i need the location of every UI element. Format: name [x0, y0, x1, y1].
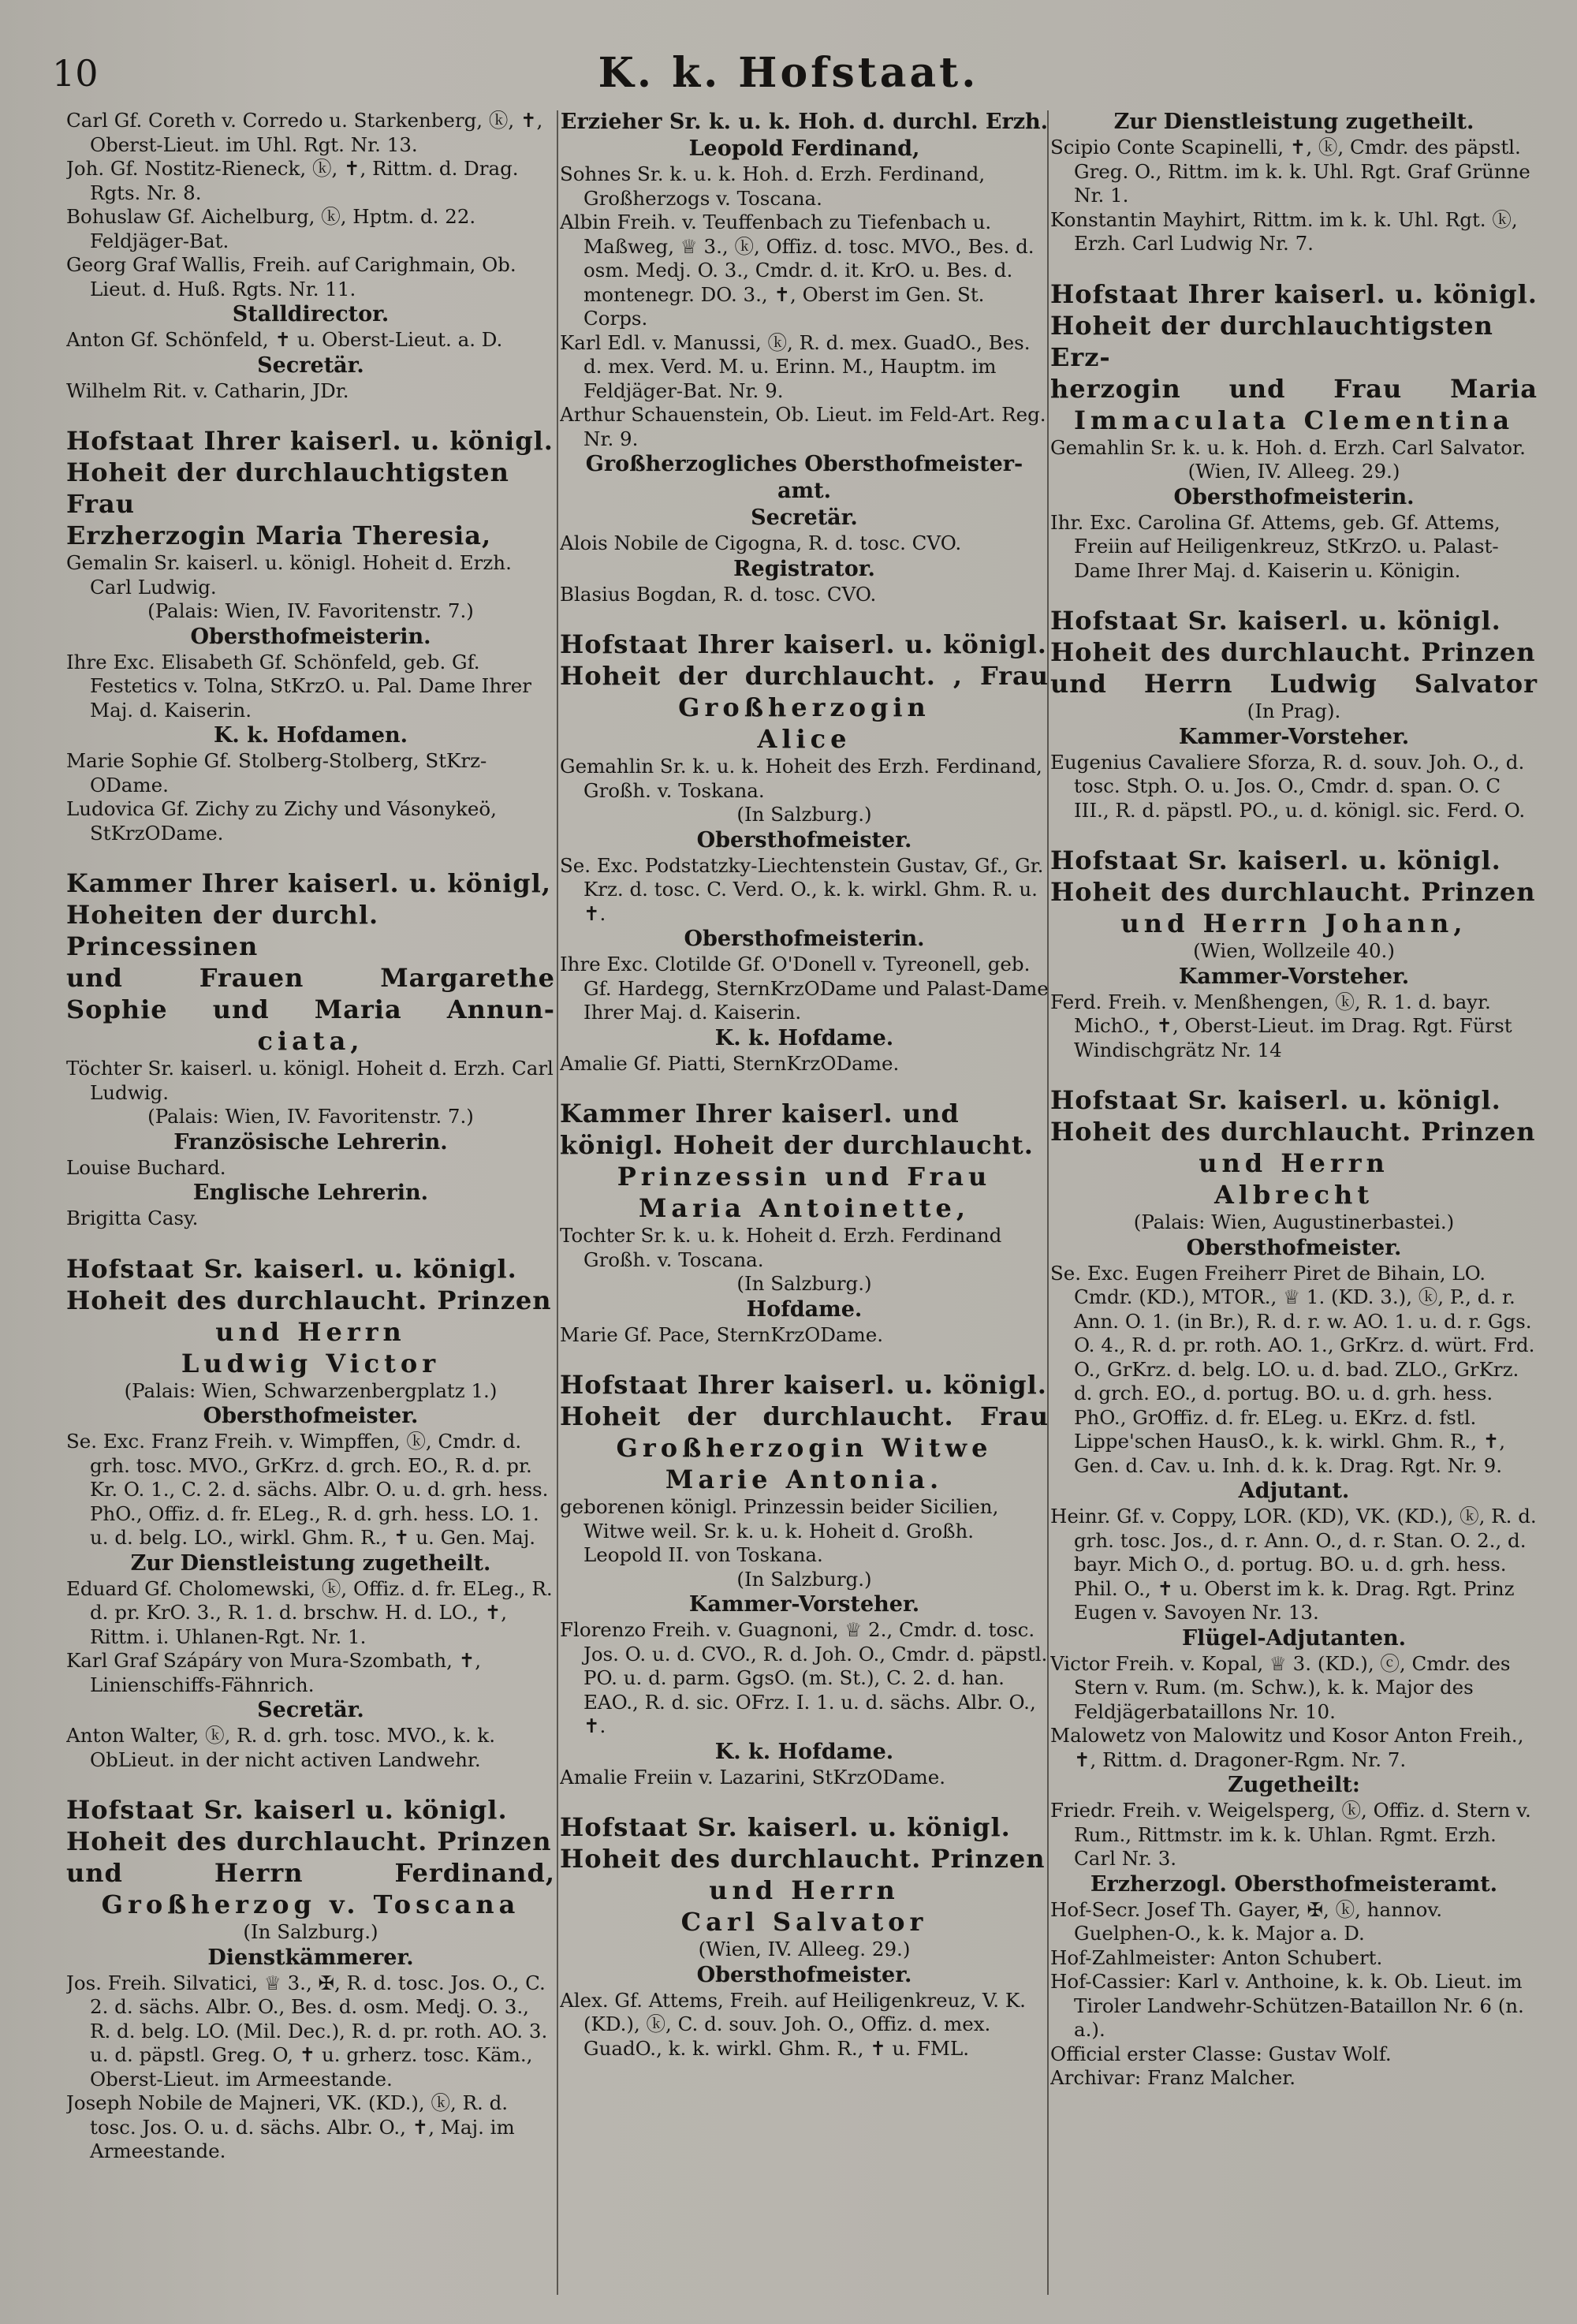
section-heading: Hofdame.	[746, 1296, 863, 1322]
residence-note: (Wien, Wollzeile 40.)	[1193, 939, 1395, 962]
household-name: Carl Salvator	[680, 1907, 928, 1937]
household-title: Hoheit der durchlauchtigsten Erz-	[1050, 310, 1493, 372]
entry: Ihre Exc. Clotilde Gf. O'Donell v. Tyreonell, geb. Gf. Hardegg, SternKrzODame und Palast-Dame Ihrer Maj. d. Kaiserin.	[560, 953, 1049, 1024]
entry: Jos. Freih. Silvatici, ♕ 3., ✠, R. d. tosc. Jos. O., C. 2. d. sächs. Albr. O., Bes. d. osm. Medj. O. 3., R. d. belg. LO. (Mil. Dec.), R. d. pr. roth. AO. 3. u. d. päpstl. Greg. O, ✝ u. grherz. tosc. Käm., Oberst-Lieut. im Armeestande.	[66, 1971, 548, 2091]
column-1	[66, 109, 555, 2309]
household-name: Ludwig Victor	[181, 1348, 441, 1378]
entry: Gemahlin Sr. k. u. k. Hoh. d. Erzh. Carl Salvator.	[1050, 435, 1526, 459]
entry: Arthur Schauenstein, Ob. Lieut. im Feld-Art. Reg. Nr. 9.	[560, 403, 1046, 450]
entry: Se. Exc. Eugen Freiherr Piret de Bihain, LO. Cmdr. (KD.), MTOR., ♕ 1. (KD. 3.), ⓚ, P., d. r. Ann. O. 1. (in Br.), R. d. r. w. AO. 1. u. d. r. Ggs. O. 4., R. d. pr. roth. AO. 1., GrKrz. d. würt. Frd. O., GrKrz. d. belg. LO. u. d. bad. ZLO., GrKrz. d. grch. EO., d. portug. BO. u. d. grh. hess. PhO., GrOffiz. d. fr. ELeg. u. EKrz. d. fstl. Lippe'schen HausO., k. k. wirkl. Ghm. R., ✝, Gen. d. Cav. u. Inh. d. k. k. Drag. Rgt. Nr. 9.	[1050, 1261, 1535, 1477]
household-title: königl. Hoheit der durchlaucht.	[560, 1130, 1034, 1160]
household-title: Hofstaat Sr. kaiserl. u. königl.	[560, 1812, 1011, 1842]
entry: Ludovica Gf. Zichy zu Zichy und Vásonykeö, StKrzODame.	[66, 797, 497, 845]
entry: Carl Gf. Coreth v. Corredo u. Starkenberg, ⓚ, ✝, Oberst-Lieut. im Uhl. Rgt. Nr. 13.	[66, 109, 543, 156]
entry: geborenen königl. Prinzessin beider Sicilien, Witwe weil. Sr. k. u. k. Hoheit d. Großh. Leopold II. von Toskana.	[560, 1495, 999, 1566]
section-heading: Obersthofmeister.	[1186, 1235, 1402, 1260]
section-heading: Obersthofmeisterin.	[190, 624, 431, 649]
entry: Sohnes Sr. k. u. k. Hoh. d. Erzh. Ferdinand, Großherzogs v. Toscana.	[560, 162, 986, 210]
entry: Alois Nobile de Cigogna, R. d. tosc. CVO.	[560, 532, 962, 554]
household-title: Kammer Ihrer kaiserl. u. königl,	[66, 868, 551, 898]
section-heading: Zugetheilt:	[1228, 1773, 1360, 1797]
entry: Blasius Bogdan, R. d. tosc. CVO.	[560, 582, 877, 606]
entry: Se. Exc. Franz Freih. v. Wimpffen, ⓚ, Cmdr. d. grh. tosc. MVO., GrKrz. d. grch. EO., R. d. pr. Kr. O. 1., C. 2. d. sächs. Albr. O. u. d. grh. hess. PhO., Offiz. d. fr. ELeg., R. d. grh. hess. LO. 1. u. d. belg. LO., wirkl. Ghm. R., ✝ u. Gen. Maj.	[66, 1430, 549, 1549]
household-title: Hofstaat Sr. kaiserl. u. königl.	[1050, 845, 1501, 875]
entry: Scipio Conte Scapinelli, ✝, ⓚ, Cmdr. des päpstl. Greg. O., Rittm. im k. k. Uhl. Rgt. Graf Grünne Nr. 1.	[1050, 136, 1530, 207]
household-title: Erzherzogin Maria Theresia,	[66, 520, 492, 550]
household-title: Hofstaat Ihrer kaiserl. u. königl.	[66, 426, 554, 456]
household-name: Prinzessin und Frau	[617, 1162, 992, 1192]
section-heading: Französische Lehrerin.	[173, 1129, 448, 1155]
household-name: Großherzogin Witwe	[616, 1433, 993, 1463]
household-name: Maria Antoinette,	[638, 1193, 971, 1223]
section-heading: Secretär.	[751, 505, 858, 530]
household-title: Hoheit des durchlaucht. Prinzen	[560, 1844, 1046, 1874]
entry: Eugenius Cavaliere Sforza, R. d. souv. Joh. O., d. tosc. Stph. O. u. Jos. O., Cmdr. d. span. O. C III., R. d. päpstl. PO., u. d. königl. sic. Ferd. O.	[1050, 750, 1526, 822]
residence-note: (Palais: Wien, IV. Favoritenstr. 7.)	[147, 599, 474, 622]
household-title: Hoheit des durchlaucht. Prinzen	[1050, 637, 1536, 667]
entry: Eduard Gf. Cholomewski, ⓚ, Offiz. d. fr. ELeg., R. d. pr. KrO. 3., R. 1. d. brschw. H. d. LO., ✝, Rittm. i. Uhlanen-Rgt. Nr. 1.	[66, 1576, 553, 1648]
section-heading: Dienstkämmerer.	[207, 1945, 414, 1970]
entry: Anton Gf. Schönfeld, ✝ u. Oberst-Lieut. a. D.	[66, 328, 503, 351]
entry: Hof-Cassier: Karl v. Anthoine, k. k. Ob. Lieut. im Tiroler Landwehr-Schützen-Bataillon Nr. 6 (n. a.).	[1050, 1970, 1524, 2041]
household-title: Kammer Ihrer kaiserl. und	[560, 1099, 960, 1128]
column-rule	[557, 110, 558, 2295]
section-heading: Kammer-Vorsteher.	[1178, 964, 1410, 989]
section-heading: K. k. Hofdame.	[714, 1739, 894, 1764]
section-heading: Großherzogliches Obersthofmeister-amt.	[585, 452, 1023, 503]
household-title: Hoheit des durchlaucht. Prinzen	[1050, 877, 1536, 907]
household-title: und Herrn Ludwig Salvator	[1050, 669, 1538, 699]
entry: Karl Edl. v. Manussi, ⓚ, R. d. mex. GuadO., Bes. d. mex. Verd. M. u. Erinn. M., Hauptm. im Feldjäger-Bat. Nr. 9.	[560, 330, 1031, 402]
residence-note: (Palais: Wien, Augustinerbastei.)	[1133, 1210, 1455, 1233]
entry: Se. Exc. Podstatzky-Liechtenstein Gustav, Gf., Gr. Krz. d. tosc. C. Verd. O., k. k. wirkl. Ghm. R. u. ✝.	[560, 853, 1044, 925]
household-title: Hoheit des durchlaucht. Prinzen	[1050, 1117, 1536, 1147]
section-heading: Secretär.	[257, 353, 364, 378]
residence-note: (Palais: Wien, IV. Favoritenstr. 7.)	[147, 1105, 474, 1128]
section-heading: K. k. Hofdamen.	[213, 723, 408, 748]
household-name: ciata,	[257, 1026, 364, 1056]
page-header	[0, 49, 1577, 104]
page-number: 10	[52, 52, 99, 95]
household-title: Hofstaat Sr. kaiserl u. königl.	[66, 1795, 508, 1825]
household-name: Großherzog v. Toscana	[101, 1889, 520, 1919]
entry: Albin Freih. v. Teuffenbach zu Tiefenbach u. Maßweg, ♕ 3., ⓚ, Offiz. d. tosc. MVO., Bes. d. osm. Medj. O. 3., Cmdr. d. it. KrO. u. Bes. d. montenegr. DO. 3., ✝, Oberst im Gen. St. Corps.	[560, 211, 1035, 330]
section-heading: K. k. Hofdame.	[714, 1025, 894, 1050]
household-title: Hofstaat Sr. kaiserl. u. königl.	[1050, 606, 1501, 636]
household-name: Großherzogin	[678, 692, 930, 722]
residence-note: (Wien, IV. Alleeg. 29.)	[1187, 460, 1400, 483]
entry: Karl Graf Szápáry von Mura-Szombath, ✝, Linienschiffs-Fähnrich.	[66, 1649, 482, 1696]
household-title: und Frauen Margarethe	[66, 963, 555, 993]
entry: Louise Buchard.	[66, 1155, 226, 1179]
entry: Gemalin Sr. kaiserl. u. königl. Hoheit d. Erzh. Carl Ludwig.	[66, 551, 512, 599]
household-name: Immaculata Clementina	[1073, 405, 1515, 435]
entry: Töchter Sr. kaiserl. u. königl. Hoheit d. Erzh. Carl Ludwig.	[66, 1057, 554, 1104]
household-title: Hoheit der durchlaucht. , Frau	[560, 661, 1049, 691]
household-title: Hoheiten der durchl. Princessinen	[66, 900, 379, 961]
section-heading: Stalldirector.	[232, 302, 390, 326]
residence-note: (In Salzburg.)	[243, 1920, 378, 1943]
section-heading: Zur Dienstleistung zugetheilt.	[130, 1550, 491, 1576]
section-heading: Kammer-Vorsteher.	[688, 1592, 920, 1617]
entry: Archivar: Franz Malcher.	[1050, 2066, 1296, 2089]
household-name: und Herrn Johann,	[1120, 908, 1467, 938]
section-heading: Obersthofmeister.	[696, 827, 912, 852]
section-heading: Erzieher Sr. k. u. k. Hoh. d. durchl. Erzh. Leopold Ferdinand,	[560, 110, 1049, 161]
entry: Hof-Zahlmeister: Anton Schubert.	[1050, 1945, 1383, 1969]
column-2	[560, 109, 1049, 2309]
entry: Bohuslaw Gf. Aichelburg, ⓚ, Hptm. d. 22. Feldjäger-Bat.	[66, 205, 476, 252]
entry: Joh. Gf. Nostitz-Rieneck, ⓚ, ✝, Rittm. d. Drag. Rgts. Nr. 8.	[66, 157, 519, 204]
section-heading: Erzherzogl. Obersthofmeisteramt.	[1090, 1871, 1498, 1897]
section-heading: Obersthofmeister.	[696, 1962, 912, 1987]
entry: Amalie Gf. Piatti, SternKrzODame.	[560, 1051, 900, 1075]
entry: Anton Walter, ⓚ, R. d. grh. tosc. MVO., k. k. ObLieut. in der nicht activen Landwehr.	[66, 1724, 496, 1771]
household-title: Hoheit des durchlaucht. Prinzen	[66, 1826, 552, 1856]
household-title: und Herrn Ferdinand,	[66, 1858, 555, 1888]
column-3	[1050, 109, 1538, 2309]
entry: Official erster Classe: Gustav Wolf.	[1050, 2042, 1392, 2065]
section-heading: Obersthofmeisterin.	[684, 927, 925, 951]
entry: Tochter Sr. k. u. k. Hoheit d. Erzh. Ferdinand Großh. v. Toscana.	[560, 1224, 1002, 1271]
residence-note: (In Prag).	[1247, 699, 1341, 722]
household-title: Hofstaat Ihrer kaiserl. u. königl.	[1050, 278, 1538, 309]
household-name: und Herrn	[215, 1316, 406, 1347]
entry: Friedr. Freih. v. Weigelsperg, ⓚ, Offiz. d. Stern v. Rum., Rittmstr. im k. k. Uhlan. Rgmt. Erzh. Carl Nr. 3.	[1050, 1799, 1531, 1870]
household-name: Alice	[757, 724, 852, 754]
entry: Malowetz von Malowitz und Kosor Anton Freih., ✝, Rittm. d. Dragoner-Rgm. Nr. 7.	[1050, 1724, 1524, 1771]
entry: Amalie Freiin v. Lazarini, StKrzODame.	[560, 1765, 945, 1789]
household-title: herzogin und Frau Maria	[1050, 373, 1538, 404]
household-title: Sophie und Maria Annun-	[66, 994, 555, 1024]
section-heading: Obersthofmeister.	[203, 1404, 419, 1428]
residence-note: (In Salzburg.)	[736, 1567, 872, 1591]
residence-note: (Wien, IV. Alleeg. 29.)	[698, 1938, 911, 1960]
household-title: Hofstaat Ihrer kaiserl. u. königl.	[560, 629, 1047, 659]
section-heading: Englische Lehrerin.	[192, 1181, 429, 1205]
entry: Marie Gf. Pace, SternKrzODame.	[560, 1322, 884, 1346]
section-heading: Registrator.	[733, 556, 875, 581]
entry: Georg Graf Wallis, Freih. auf Carighmain, Ob. Lieut. d. Huß. Rgts. Nr. 11.	[66, 253, 516, 300]
entry: Wilhelm Rit. v. Catharin, JDr.	[66, 379, 349, 402]
section-heading: Zur Dienstleistung zugetheilt.	[1113, 110, 1474, 134]
section-heading: Adjutant.	[1238, 1479, 1350, 1503]
section-heading: Obersthofmeisterin.	[1173, 484, 1415, 509]
section-heading: Kammer-Vorsteher.	[1178, 724, 1410, 749]
household-name: Albrecht	[1214, 1180, 1374, 1210]
entry: Alex. Gf. Attems, Freih. auf Heiligenkreuz, V. K. (KD.), ⓚ, C. d. souv. Joh. O., Offiz. d. mex. GuadO., k. k. wirkl. Ghm. R., ✝ u. FML.	[560, 1988, 1026, 2060]
entry: Gemahlin Sr. k. u. k. Hoheit des Erzh. Ferdinand, Großh. v. Toskana.	[560, 755, 1042, 802]
household-title: Hoheit der durchlaucht. Frau	[560, 1401, 1049, 1431]
entry: Florenzo Freih. v. Guagnoni, ♕ 2., Cmdr. d. tosc. Jos. O. u. d. CVO., R. d. Joh. O., Cmdr. d. päpstl. PO. u. d. parm. GgsO. (m. St.), C. 2. d. han. EAO., R. d. sic. OFrz. I. 1. u. d. sächs. Albr. O., ✝.	[560, 1618, 1048, 1737]
entry: Joseph Nobile de Majneri, VK. (KD.), ⓚ, R. d. tosc. Jos. O. u. d. sächs. Albr. O., ✝, Maj. im Armeestande.	[66, 2091, 515, 2162]
household-name: und Herrn	[1199, 1148, 1389, 1178]
entry: Marie Sophie Gf. Stolberg-Stolberg, StKrz-ODame.	[66, 749, 487, 796]
household-title: Hofstaat Sr. kaiserl. u. königl.	[1050, 1085, 1501, 1115]
running-head: K. k. Hofstaat.	[598, 49, 979, 97]
section-heading: Secretär.	[257, 1698, 364, 1722]
entry: Victor Freih. v. Kopal, ♕ 3. (KD.), ⓒ, Cmdr. des Stern v. Rum. (m. Schw.), k. k. Major des Feldjägerbataillons Nr. 10.	[1050, 1651, 1511, 1723]
household-title: Hofstaat Sr. kaiserl. u. königl.	[66, 1253, 517, 1284]
residence-note: (Palais: Wien, Schwarzenbergplatz 1.)	[124, 1378, 498, 1402]
entry: Ihre Exc. Elisabeth Gf. Schönfeld, geb. Gf. Festetics v. Tolna, StKrzO. u. Pal. Dame Ihrer Maj. d. Kaiserin.	[66, 650, 532, 722]
entry: Konstantin Mayhirt, Rittm. im k. k. Uhl. Rgt. ⓚ, Erzh. Carl Ludwig Nr. 7.	[1050, 207, 1518, 255]
entry: Brigitta Casy.	[66, 1207, 199, 1229]
household-name: und Herrn	[709, 1875, 900, 1905]
household-title: Hoheit der durchlauchtigsten Frau	[66, 457, 509, 519]
residence-note: (In Salzburg.)	[736, 1272, 872, 1295]
entry: Ihr. Exc. Carolina Gf. Attems, geb. Gf. Attems, Freiin auf Heiligenkreuz, StKrzO. u. Palast-Dame Ihrer Maj. d. Kaiserin u. Königin.	[1050, 510, 1501, 582]
household-name: Marie Antonia.	[665, 1464, 944, 1494]
entry: Hof-Secr. Josef Th. Gayer, ✠, ⓚ, hannov. Guelphen-O., k. k. Major a. D.	[1050, 1897, 1443, 1945]
entry: Heinr. Gf. v. Coppy, LOR. (KD), VK. (KD.), ⓚ, R. d. grh. tosc. Jos., d. r. Ann. O., d. r. Stan. O. 2., d. bayr. Mich O., d. portug. BO. u. d. grh. hess. Phil. O., ✝ u. Oberst im k. k. Drag. Rgt. Prinz Eugen v. Savoyen Nr. 13.	[1050, 1505, 1537, 1624]
section-heading: Flügel-Adjutanten.	[1181, 1625, 1407, 1651]
household-title: Hoheit des durchlaucht. Prinzen	[66, 1285, 552, 1315]
residence-note: (In Salzburg.)	[736, 803, 872, 826]
household-title: Hofstaat Ihrer kaiserl. u. königl.	[560, 1370, 1047, 1400]
entry: Ferd. Freih. v. Menßhengen, ⓚ, R. 1. d. bayr. MichO., ✝, Oberst-Lieut. im Drag. Rgt. Fürst Windischgrätz Nr. 14	[1050, 990, 1512, 1061]
